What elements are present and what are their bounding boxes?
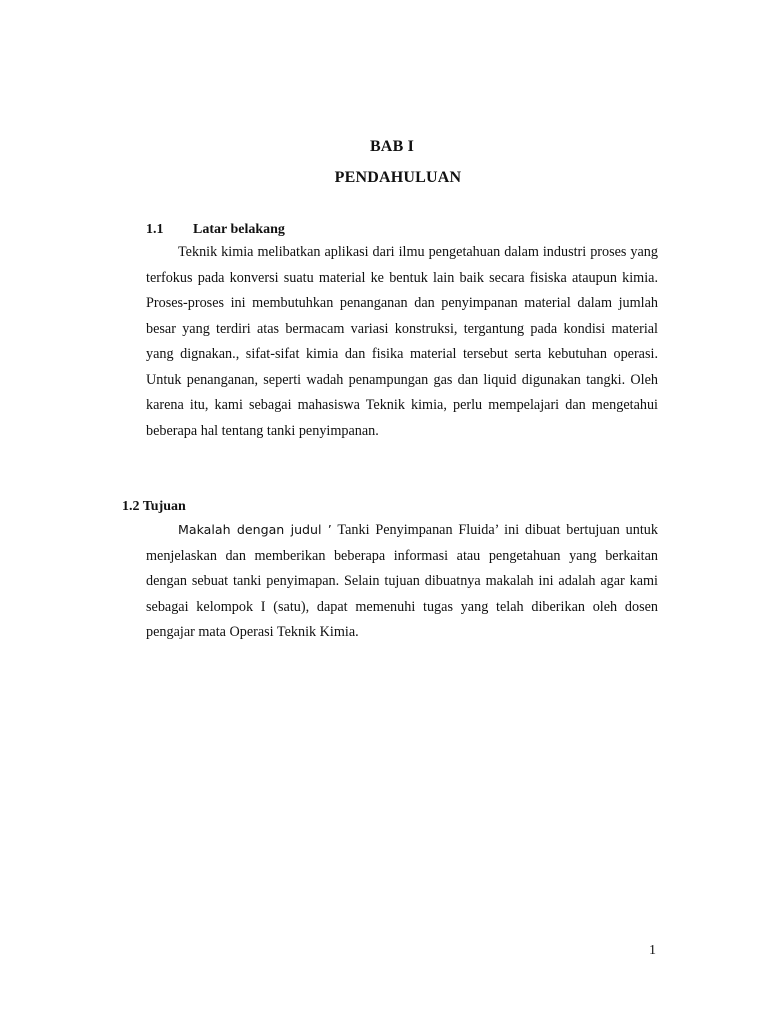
section-1-paragraph: Teknik kimia melibatkan aplikasi dari ilmu pengetahuan dalam industri proses yang terfokus pada konversi suatu material ke bentuk lain baik secara fisiska ataupun kimia. Proses-proses ini membutuhkan penanganan dan penyimpanan material dalam jumlah besar yang terdiri atas bermacam variasi konstruksi, tergantung pada kondisi material yang dignakan., sifat-sifat kimia dan fisika material tersebut serta kebutuhan operasi. Untuk penanganan, seperti wadah penampungan gas dan liquid digunakan tangki. Oleh karena itu, kami sebagai mahasiswa Teknik kimia, perlu mempelajari dan mengetahui beberapa hal tentang tanki penyimpanan.	[146, 244, 658, 439]
section-2-heading: 1.2 Tujuan	[122, 499, 186, 514]
chapter-title: PENDAHULUAN	[334, 169, 462, 186]
section-2-paragraph-start: Makalah dengan judul ’	[178, 522, 332, 537]
chapter-number: BAB I	[369, 138, 415, 155]
section-1-number: 1.1	[146, 222, 164, 237]
page-number: 1	[649, 943, 656, 958]
section-2-paragraph	[146, 517, 658, 646]
section-2-paragraph-rest: Tanki Penyimpanan Fluida’ ini dibuat bertujuan untuk menjelaskan dan memberikan beberapa informasi atau pengetahuan yang berkaitan dengan sebuat tanki penyimapan. Selain tujuan dibuatnya makalah ini adalah agar kami sebagai kelompok I (satu), dapat memenuhi tugas yang telah diberikan oleh dosen pengajar mata Operasi Teknik Kimia.	[146, 522, 658, 640]
section-1-title: Latar belakang	[193, 222, 285, 237]
